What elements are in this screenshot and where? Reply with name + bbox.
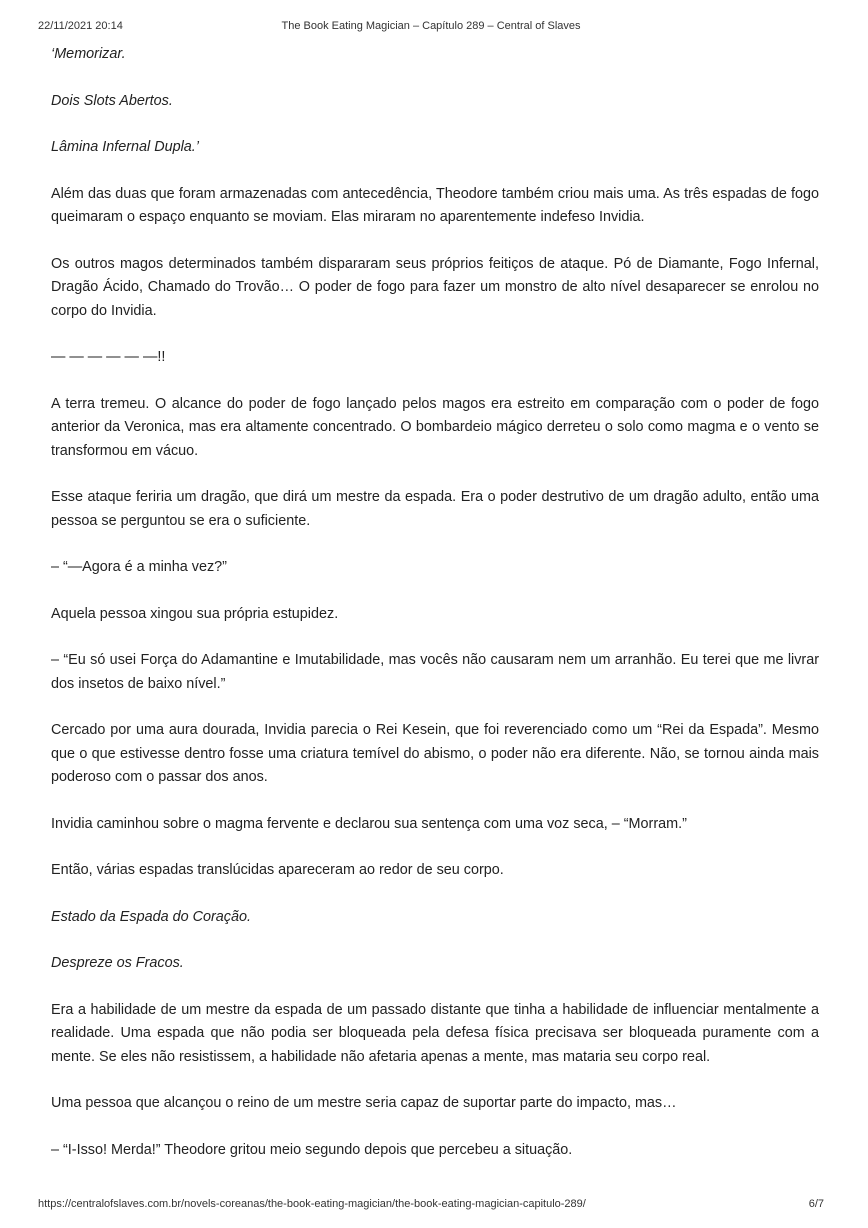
paragraph: Era a habilidade de um mestre da espada de um passado distante que tinha a habilidade de influenciar mentalmente a realidade. Uma espada que não podia ser bloqueada pela defesa física precisava ser bloqueada puramente com a mente. Se eles não resistissem, a habilidade não afetaria apenas a mente, mas mataria seu corpo real. xyxy=(51,1001,819,1065)
paragraph: Além das duas que foram armazenadas com antecedência, Theodore também criou mais uma. As três espadas de fogo queimaram o espaço enquanto se moviam. Elas miraram no aparentemente indefeso Invidia. xyxy=(51,185,819,225)
chapter-text xyxy=(51,43,819,1185)
paragraph: Esse ataque feriria um dragão, que dirá um mestre da espada. Era o poder destrutivo de um dragão adulto, então uma pessoa se perguntou se era o suficiente. xyxy=(51,489,819,529)
paragraph: Despreze os Fracos. xyxy=(51,955,184,971)
paragraph: Os outros magos determinados também dispararam seus próprios feitiços de ataque. Pó de Diamante, Fogo Infernal, Dragão Ácido, Chamado do Trovão… O poder de fogo para fazer um monstro de alto nível desaparecer se enrolou no corpo do Invidia. xyxy=(51,255,819,319)
page-title: The Book Eating Magician – Capítulo 289 – Central of Slaves xyxy=(281,20,581,32)
paragraph: Então, várias espadas translúcidas apareceram ao redor de seu corpo. xyxy=(51,862,504,878)
paragraph: Estado da Espada do Coração. xyxy=(51,908,252,925)
paragraph: A terra tremeu. O alcance do poder de fogo lançado pelos magos era estreito em comparação com o poder de fogo anterior da Veronica, mas era altamente concentrado. O bombardeio mágico derreteu o solo como magma e o vento se transformou em vácuo. xyxy=(51,395,819,459)
paragraph: Invidia caminhou sobre o magma fervente e declarou sua sentença com uma voz seca, – “Morram.” xyxy=(51,815,687,832)
paragraph: Cercado por uma aura dourada, Invidia parecia o Rei Kesein, que foi reverenciado como um “Rei da Espada”. Mesmo que o que estivesse dentro fosse uma criatura temível do abismo, o poder não era diferente. Não, se tornou ainda mais poderoso com o passar dos anos. xyxy=(51,722,819,785)
paragraph: Dois Slots Abertos. xyxy=(51,92,173,109)
paragraph: – “Eu só usei Força do Adamantine e Imutabilidade, mas vocês não causaram nem um arranhão. Eu terei que me livrar dos insetos de baixo nível.” xyxy=(51,652,819,692)
print-header xyxy=(38,20,824,36)
paragraph: – “—Agora é a minha vez?” xyxy=(51,559,227,575)
paragraph: — — — — — —!! xyxy=(51,349,166,365)
page-number: 6/7 xyxy=(808,1198,824,1210)
paragraph: ‘Memorizar. xyxy=(51,46,126,62)
paragraph: – “I-Isso! Merda!” Theodore gritou meio segundo depois que percebeu a situação. xyxy=(51,1141,573,1158)
print-datetime: 22/11/2021 20:14 xyxy=(38,20,123,32)
print-footer xyxy=(38,1198,824,1212)
page-url: https://centralofslaves.com.br/novels-coreanas/the-book-eating-magician/the-book-eating-magician-capitulo-289/ xyxy=(38,1198,586,1210)
paragraph: Lâmina Infernal Dupla.’ xyxy=(51,139,199,155)
paragraph: Uma pessoa que alcançou o reino de um mestre seria capaz de suportar parte do impacto, mas… xyxy=(51,1095,677,1111)
paragraph: Aquela pessoa xingou sua própria estupidez. xyxy=(51,605,339,622)
